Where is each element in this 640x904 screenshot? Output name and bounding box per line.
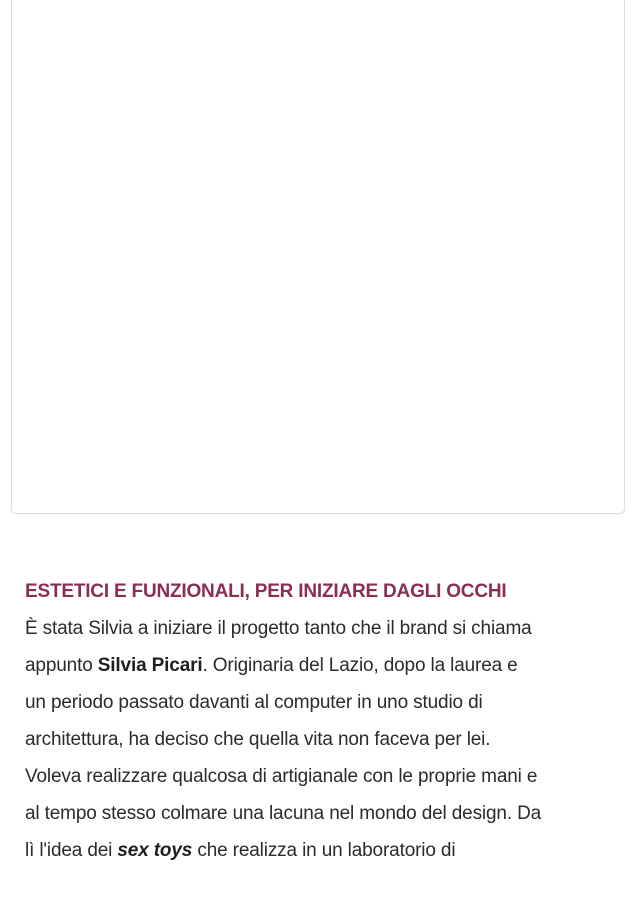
embedded-media-frame [11, 0, 625, 514]
paragraph-line-6: al tempo stesso colmare una lacuna nel mondo del design. Da [25, 803, 542, 824]
article-body [25, 574, 617, 869]
paragraph-line-1: È stata Silvia a iniziare il progetto tanto che il brand si chiama [25, 618, 532, 639]
article-paragraph [25, 610, 617, 869]
section-heading: ESTETICI E FUNZIONALI, PER INIZIARE DAGLI OCCHI [25, 581, 507, 602]
text-fragment: appunto [25, 655, 98, 676]
paragraph-line-5: Voleva realizzare qualcosa di artigianale con le proprie mani e [25, 766, 538, 787]
text-fragment: . Originaria del Lazio, dopo la laurea e [202, 655, 518, 676]
paragraph-line-7 [25, 832, 617, 869]
paragraph-line-4: architettura, ha deciso che quella vita non faceva per lei. [25, 729, 491, 750]
paragraph-line-2 [25, 647, 617, 684]
text-fragment: lì l'idea dei [25, 840, 118, 861]
paragraph-line-3: un periodo passato davanti al computer in uno studio di [25, 692, 483, 713]
emphasized-term: sex toys [117, 840, 193, 861]
brand-name: Silvia Picari [97, 655, 203, 676]
text-fragment: che realizza in un laboratorio di [192, 840, 456, 861]
